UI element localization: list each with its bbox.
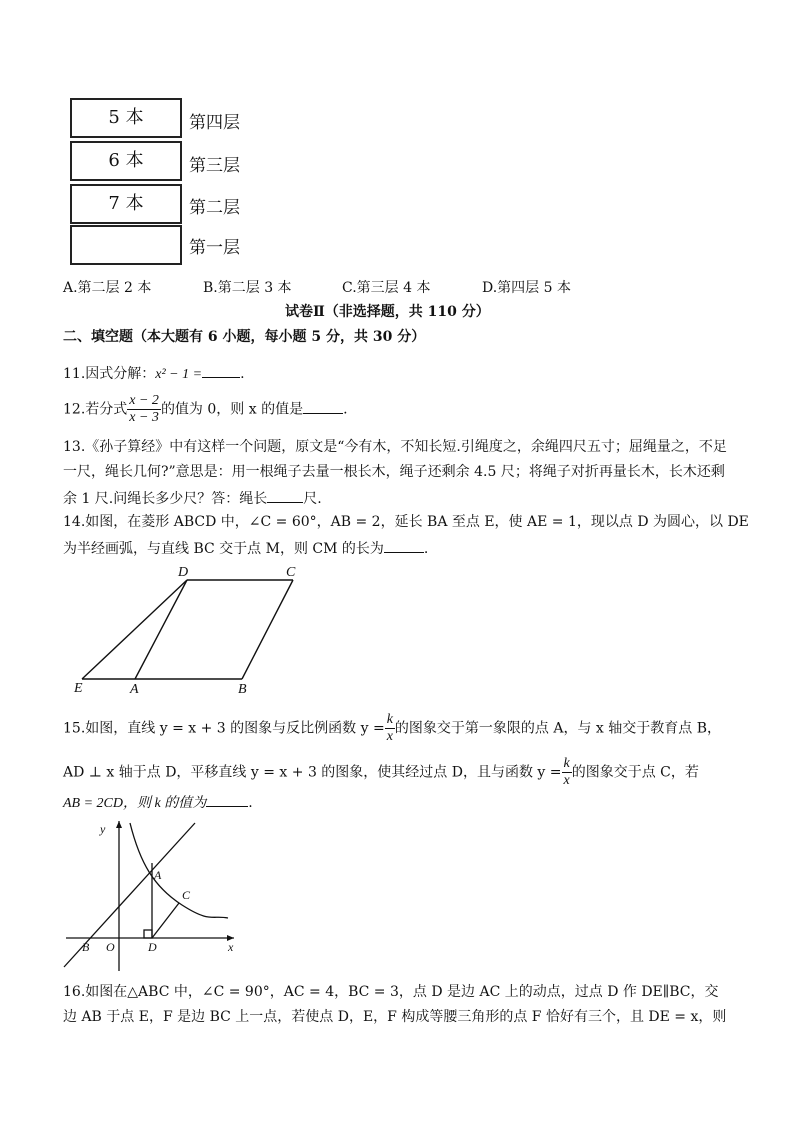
q13-line-1: 13.《孙子算经》中有这样一个问题，原文是“今有木，不知长短.引绳度之，余绳四尺五寸；屈绳量之，不足 xyxy=(63,439,727,455)
q15-line-3-text: AB = 2CD，则 k 的值为 xyxy=(63,796,207,811)
line-dc xyxy=(152,903,179,938)
shelf-label-3: 第三层 xyxy=(189,156,240,176)
q12-denominator: x − 3 xyxy=(129,410,159,425)
q14-line-2-text: 为半经画弧，与直线 BC 交于点 M，则 CM 的长为 xyxy=(63,541,384,557)
hyperbola-curve xyxy=(130,823,228,918)
label-y: y xyxy=(100,822,106,836)
q14-line-1: 14.如图，在菱形 ABCD 中，∠C = 60°，AB = 2，延长 BA 至点 E，使 AE = 1，现以点 D 为圆心，以 DE xyxy=(63,514,749,530)
shelf-row-3-books: 6 本 xyxy=(108,150,144,171)
q15-line-1-end: 的图象交于第一象限的点 A，与 x 轴交于教育点 B， xyxy=(394,720,721,737)
label-d: D xyxy=(178,565,189,580)
q15-frac-2-den: x xyxy=(563,773,570,788)
option-a: A.第二层 2 本 xyxy=(63,280,152,296)
q16-line-2: 边 AB 于点 E，F 是边 BC 上一点，若使点 D，E，F 构成等腰三角形的点 F 恰好有三个，且 DE = x，则 xyxy=(63,1009,727,1025)
segment-ad xyxy=(135,580,187,679)
q11-prefix: 11.因式分解： xyxy=(63,366,156,382)
q15-frac-2-num: k xyxy=(563,756,570,771)
q16-line-1: 16.如图在△ABC 中，∠C = 90°，AC = 4，BC = 3，点 D 是边 AC 上的动点，过点 D 作 DE∥BC，交 xyxy=(63,984,719,1000)
q13-line-3 xyxy=(63,488,322,508)
q12-fraction xyxy=(127,393,161,426)
y-axis-arrow xyxy=(116,821,122,828)
shelf-row-4 xyxy=(70,98,182,138)
q14-line-2: 为半经画弧，与直线 BC 交于点 M，则 CM 的长为 . xyxy=(63,538,428,558)
shelf-label-1: 第一层 xyxy=(189,238,240,258)
q11-answer-blank[interactable] xyxy=(202,363,240,378)
q13-line-3-end: 尺. xyxy=(303,491,322,507)
part-heading: 二、填空题（本大题有 6 小题，每小题 5 分，共 30 分） xyxy=(63,329,426,345)
label-a: A xyxy=(154,868,162,882)
right-angle-mark xyxy=(144,930,152,938)
q15-frac-1-num: k xyxy=(386,712,393,727)
q15-line-1 xyxy=(63,712,721,745)
label-e: E xyxy=(74,681,83,696)
q15-line-2-end: 的图象交于点 C，若 xyxy=(571,764,699,781)
label-a: A xyxy=(130,682,139,697)
shelf-row-3 xyxy=(70,141,182,181)
label-x: x xyxy=(228,940,234,954)
q12-answer-blank[interactable] xyxy=(303,399,343,414)
q12-suffix: 的值为 0，则 x 的值是 xyxy=(160,401,304,418)
shelf-row-2-books: 7 本 xyxy=(108,193,144,214)
q14-answer-blank[interactable] xyxy=(384,538,424,553)
shelf-label-4: 第四层 xyxy=(189,113,240,133)
shelf-row-4-books: 5 本 xyxy=(108,107,144,128)
label-c: C xyxy=(286,565,296,580)
q15-fraction-2 xyxy=(562,756,572,789)
label-b: B xyxy=(238,682,247,697)
q12-prefix: 12.若分式 xyxy=(63,401,128,418)
q13-answer-blank[interactable] xyxy=(267,488,303,503)
shelf-label-2: 第二层 xyxy=(189,198,240,218)
question-11: 11.因式分解：x² − 1 = . xyxy=(63,363,245,384)
label-b: B xyxy=(82,940,90,954)
label-c: C xyxy=(182,888,191,902)
option-c: C.第三层 4 本 xyxy=(342,280,431,296)
q15-answer-blank[interactable] xyxy=(206,792,248,807)
segment-ed xyxy=(82,580,187,679)
coordinate-graph xyxy=(62,815,242,973)
segment-cb xyxy=(242,580,293,679)
label-d: D xyxy=(148,940,157,954)
q13-line-3-text: 余 1 尺.问绳长多少尺？答：绳长 xyxy=(63,491,268,507)
q15-line-2 xyxy=(63,756,699,789)
q15-line-3: AB = 2CD，则 k 的值为 . xyxy=(63,792,253,813)
q12-numerator: x − 2 xyxy=(129,393,159,408)
q11-expr: x² − 1 = xyxy=(155,367,203,382)
question-12: 12.若分式 $\frac{x - 2}{x - 3}$ 的值为 0，则 x 的值是 . xyxy=(63,393,348,425)
option-b: B.第二层 3 本 xyxy=(203,280,292,296)
section-title: 试卷Ⅱ（非选择题，共 110 分） xyxy=(285,304,490,320)
q15-line-2-text: AD ⊥ x 轴于点 D，平移直线 y = x + 3 的图象，使其经过点 D，且与函数 y = xyxy=(63,764,562,781)
option-d: D.第四层 5 本 xyxy=(482,280,571,296)
shelf-row-2 xyxy=(70,184,182,224)
q13-line-2: 一尺，绳长几何?”意思是：用一根绳子去量一根长木，绳子还剩余 4.5 尺；将绳子对折再量长木，长木还剩 xyxy=(63,464,725,480)
q15-frac-1-den: x xyxy=(386,729,393,744)
rhombus-figure xyxy=(70,563,310,697)
q15-fraction-1 xyxy=(385,712,395,745)
q15-line-1-text: 15.如图，直线 y = x + 3 的图象与反比例函数 y = xyxy=(63,720,385,737)
label-o: O xyxy=(106,940,115,954)
shelf-row-1 xyxy=(70,225,182,265)
